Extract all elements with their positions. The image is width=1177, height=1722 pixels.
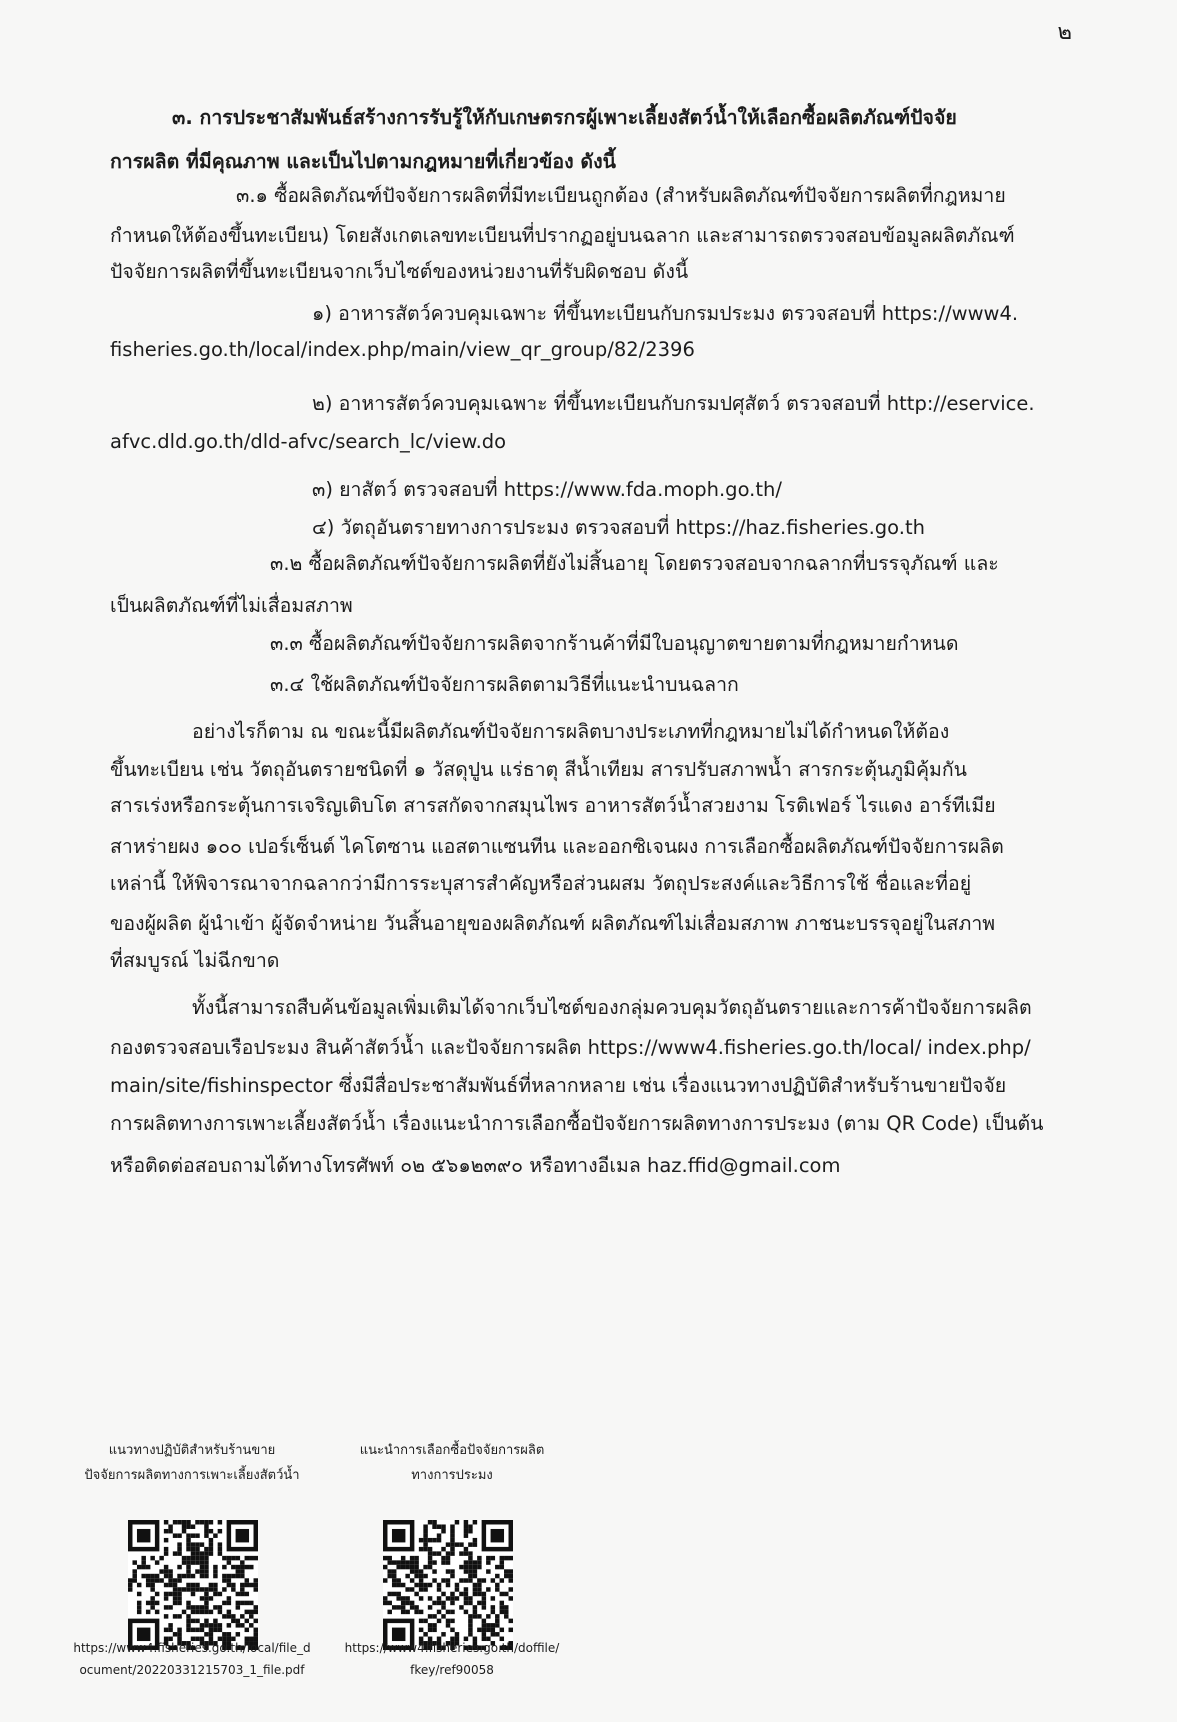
paragraph-2-line: หรือติดต่อสอบถามได้ทางโทรศัพท์ ๐๒ ๕๖๑๒๓๙๐ หรือทางอีเมล haz.ffid@gmail.com bbox=[110, 1154, 841, 1177]
paragraph-2-line: กองตรวจสอบเรือประมง สินค้าสัตว์น้ำ และปัจจัยการผลิต https://www4.fisheries.go.th/local/ index.php/ bbox=[110, 1036, 1031, 1059]
qr-2-url bbox=[312, 1637, 592, 1681]
qr-code-1[interactable] bbox=[128, 1520, 258, 1650]
paragraph-2-line: main/site/fishinspector ซึ่งมีสื่อประชาสัมพันธ์ที่หลากหลาย เช่น เรื่องแนวทางปฏิบัติสำหรับร้านขายปัจจัย bbox=[110, 1074, 1007, 1097]
paragraph-1-line: สารเร่งหรือกระตุ้นการเจริญเติบโต สารสกัดจากสมุนไพร อาหารสัตว์น้ำสวยงาม โรติเฟอร์ ไรแดง อาร์ทีเมีย bbox=[110, 794, 996, 817]
paragraph-1-line: อย่างไรก็ตาม ณ ขณะนี้มีผลิตภัณฑ์ปัจจัยการผลิตบางประเภทที่กฎหมายไม่ได้กำหนดให้ต้อง bbox=[192, 720, 950, 743]
item-3-1-sub-1-line-1: ๑) อาหารสัตว์ควบคุมเฉพาะ ที่ขึ้นทะเบียนกับกรมประมง ตรวจสอบที่ https://www4. bbox=[312, 302, 1019, 325]
paragraph-1-line: เหล่านี้ ให้พิจารณาจากฉลากว่ามีการระบุสารสำคัญหรือส่วนผสม วัตถุประสงค์และวิธีการใช้ ชื่อและที่อยู่ bbox=[110, 872, 972, 895]
item-3-2-line-1: ๓.๒ ซื้อผลิตภัณฑ์ปัจจัยการผลิตที่ยังไม่สิ้นอายุ โดยตรวจสอบจากฉลากที่บรรจุภัณฑ์ และ bbox=[270, 552, 999, 575]
paragraph-1-line: ที่สมบูรณ์ ไม่ฉีกขาด bbox=[110, 949, 280, 972]
qr-1-caption bbox=[52, 1438, 332, 1488]
item-3-1-sub-3: ๓) ยาสัตว์ ตรวจสอบที่ https://www.fda.moph.go.th/ bbox=[312, 478, 782, 501]
qr-2-url-line-1: https://www4.fisheries.go.th/doffile/ bbox=[344, 1641, 560, 1655]
section-heading-line-2: การผลิต ที่มีคุณภาพ และเป็นไปตามกฎหมายที่เกี่ยวข้อง ดังนี้ bbox=[110, 150, 616, 173]
item-3-1-sub-2-line-2: afvc.dld.go.th/dld-afvc/search_lc/view.do bbox=[110, 430, 507, 453]
qr-2-url-line-2: fkey/ref90058 bbox=[410, 1663, 494, 1677]
paragraph-1-line: ขึ้นทะเบียน เช่น วัตถุอันตรายชนิดที่ ๑ วัสดุปูน แร่ธาตุ สีน้ำเทียม สารปรับสภาพน้ำ สารกระตุ้นภูมิคุ้มกัน bbox=[110, 758, 968, 781]
item-3-1-sub-4: ๔) วัตถุอันตรายทางการประมง ตรวจสอบที่ https://haz.fisheries.go.th bbox=[312, 516, 925, 539]
paragraph-2-line: การผลิตทางการเพาะเลี้ยงสัตว์น้ำ เรื่องแนะนำการเลือกซื้อปัจจัยการผลิตทางการประมง (ตาม QR Code) เป็นต้น bbox=[110, 1112, 1044, 1135]
qr-2-caption-line-1: แนะนำการเลือกซื้อปัจจัยการผลิต bbox=[359, 1443, 545, 1458]
item-3-3: ๓.๓ ซื้อผลิตภัณฑ์ปัจจัยการผลิตจากร้านค้าที่มีใบอนุญาตขายตามที่กฎหมายกำหนด bbox=[270, 632, 959, 655]
qr-code-2[interactable] bbox=[383, 1520, 513, 1650]
page-number: ๒ bbox=[1057, 20, 1072, 45]
qr-1-url bbox=[52, 1637, 332, 1681]
paragraph-2-line: ทั้งนี้สามารถสืบค้นข้อมูลเพิ่มเติมได้จากเว็บไซต์ของกลุ่มควบคุมวัตถุอันตรายและการค้าปัจจัยการผลิต bbox=[192, 996, 1032, 1019]
paragraph-1-line: สาหร่ายผง ๑๐๐ เปอร์เซ็นต์ ไคโตซาน แอสตาแซนทีน และออกซิเจนผง การเลือกซื้อผลิตภัณฑ์ปัจจัยการผลิต bbox=[110, 835, 1004, 858]
qr-2-caption-line-2: ทางการประมง bbox=[411, 1468, 493, 1483]
qr-2-caption bbox=[312, 1438, 592, 1488]
qr-1-caption-line-1: แนวทางปฏิบัติสำหรับร้านขาย bbox=[108, 1443, 276, 1458]
item-3-2-line-2: เป็นผลิตภัณฑ์ที่ไม่เสื่อมสภาพ bbox=[110, 594, 353, 617]
qr-1-caption-line-2: ปัจจัยการผลิตทางการเพาะเลี้ยงสัตว์น้ำ bbox=[84, 1468, 300, 1483]
qr-1-url-line-1: https://www4.fisheries.go.th/local/file_d bbox=[73, 1641, 311, 1655]
item-3-1-line-3: ปัจจัยการผลิตที่ขึ้นทะเบียนจากเว็บไซต์ของหน่วยงานที่รับผิดชอบ ดังนี้ bbox=[110, 260, 689, 283]
paragraph-1-line: ของผู้ผลิต ผู้นำเข้า ผู้จัดจำหน่าย วันสิ้นอายุของผลิตภัณฑ์ ผลิตภัณฑ์ไม่เสื่อมสภาพ ภาชนะบรรจุอยู่ในสภาพ bbox=[110, 912, 996, 935]
item-3-1-line-2: กำหนดให้ต้องขึ้นทะเบียน) โดยสังเกตเลขทะเบียนที่ปรากฏอยู่บนฉลาก และสามารถตรวจสอบข้อมูลผลิตภัณฑ์ bbox=[110, 224, 1015, 247]
qr-1-url-line-2: ocument/20220331215703_1_file.pdf bbox=[79, 1663, 305, 1677]
item-3-4: ๓.๔ ใช้ผลิตภัณฑ์ปัจจัยการผลิตตามวิธีที่แนะนำบนฉลาก bbox=[270, 673, 739, 696]
item-3-1-sub-1-line-2: fisheries.go.th/local/index.php/main/view_qr_group/82/2396 bbox=[110, 338, 695, 361]
item-3-1-line-1: ๓.๑ ซื้อผลิตภัณฑ์ปัจจัยการผลิตที่มีทะเบียนถูกต้อง (สำหรับผลิตภัณฑ์ปัจจัยการผลิตที่กฎหมาย bbox=[236, 184, 1006, 207]
section-heading-line-1: ๓. การประชาสัมพันธ์สร้างการรับรู้ให้กับเกษตรกรผู้เพาะเลี้ยงสัตว์น้ำให้เลือกซื้อผลิตภัณฑ์ปัจจัย bbox=[172, 106, 957, 129]
item-3-1-sub-2-line-1: ๒) อาหารสัตว์ควบคุมเฉพาะ ที่ขึ้นทะเบียนกับกรมปศุสัตว์ ตรวจสอบที่ http://eservice. bbox=[312, 392, 1035, 415]
